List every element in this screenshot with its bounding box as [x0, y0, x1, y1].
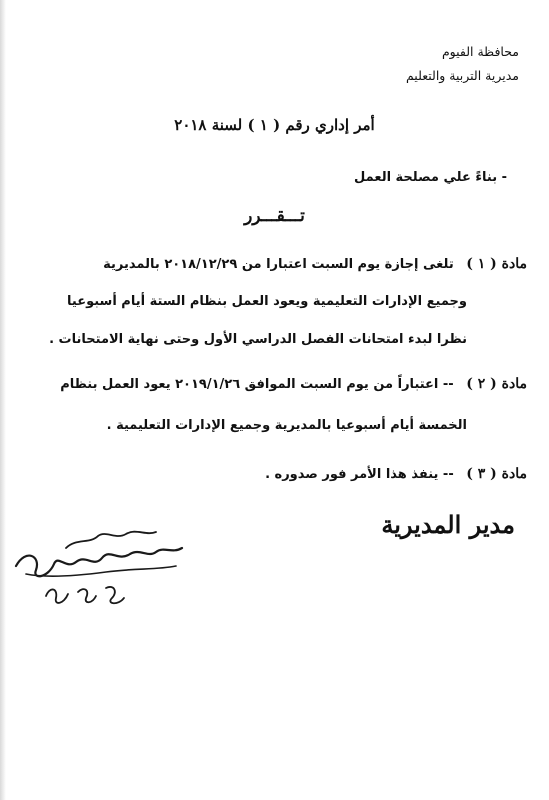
article-1-line-1: [16, 256, 527, 272]
decided-heading: تـــقـــرر: [244, 206, 305, 226]
article-1-line-2: [16, 294, 527, 309]
article-1-text-3: نظرا لبدء امتحانات الفصل الدراسي الأول وحتى نهاية الامتحانات .: [49, 332, 467, 347]
article-1-label: مادة ( ١ ): [466, 256, 527, 272]
article-3-text-1: -- ينفذ هذا الأمر فور صدوره .: [265, 467, 454, 482]
article-1-line-3: [16, 332, 527, 347]
article-2-text-2: الخمسة أيام أسبوعيا بالمديرية وجميع الإدارات التعليمية .: [106, 418, 467, 433]
directorate-name: مديرية التربية والتعليم: [405, 68, 519, 83]
signatory-title: مدير المديرية: [381, 510, 515, 539]
article-3-line-1: [16, 466, 527, 482]
order-title: أمر إداري رقم ( ١ ) لسنة ٢٠١٨: [174, 116, 375, 134]
governorate-name: محافظة الفيوم: [441, 44, 519, 59]
article-2-label: مادة ( ٢ ): [466, 376, 527, 392]
handwritten-signature: [6, 518, 196, 618]
article-3-label: مادة ( ٣ ): [466, 466, 527, 482]
article-1-text-1: تلغى إجازة يوم السبت اعتبارا من ٢٠١٨/١٢/٢٩ بالمديرية: [103, 257, 454, 272]
article-2-line-2: [16, 418, 527, 433]
letterhead: [406, 40, 519, 88]
article-2-line-1: [16, 376, 527, 392]
article-1-text-2: وجميع الإدارات التعليمية ويعود العمل بنظام الستة أيام أسبوعيا: [67, 294, 467, 309]
article-2-text-1: -- اعتباراً من يوم السبت الموافق ٢٠١٩/١/٢٦ يعود العمل بنظام: [60, 377, 454, 392]
whereas-clause: - بناءً علي مصلحة العمل: [354, 170, 507, 185]
